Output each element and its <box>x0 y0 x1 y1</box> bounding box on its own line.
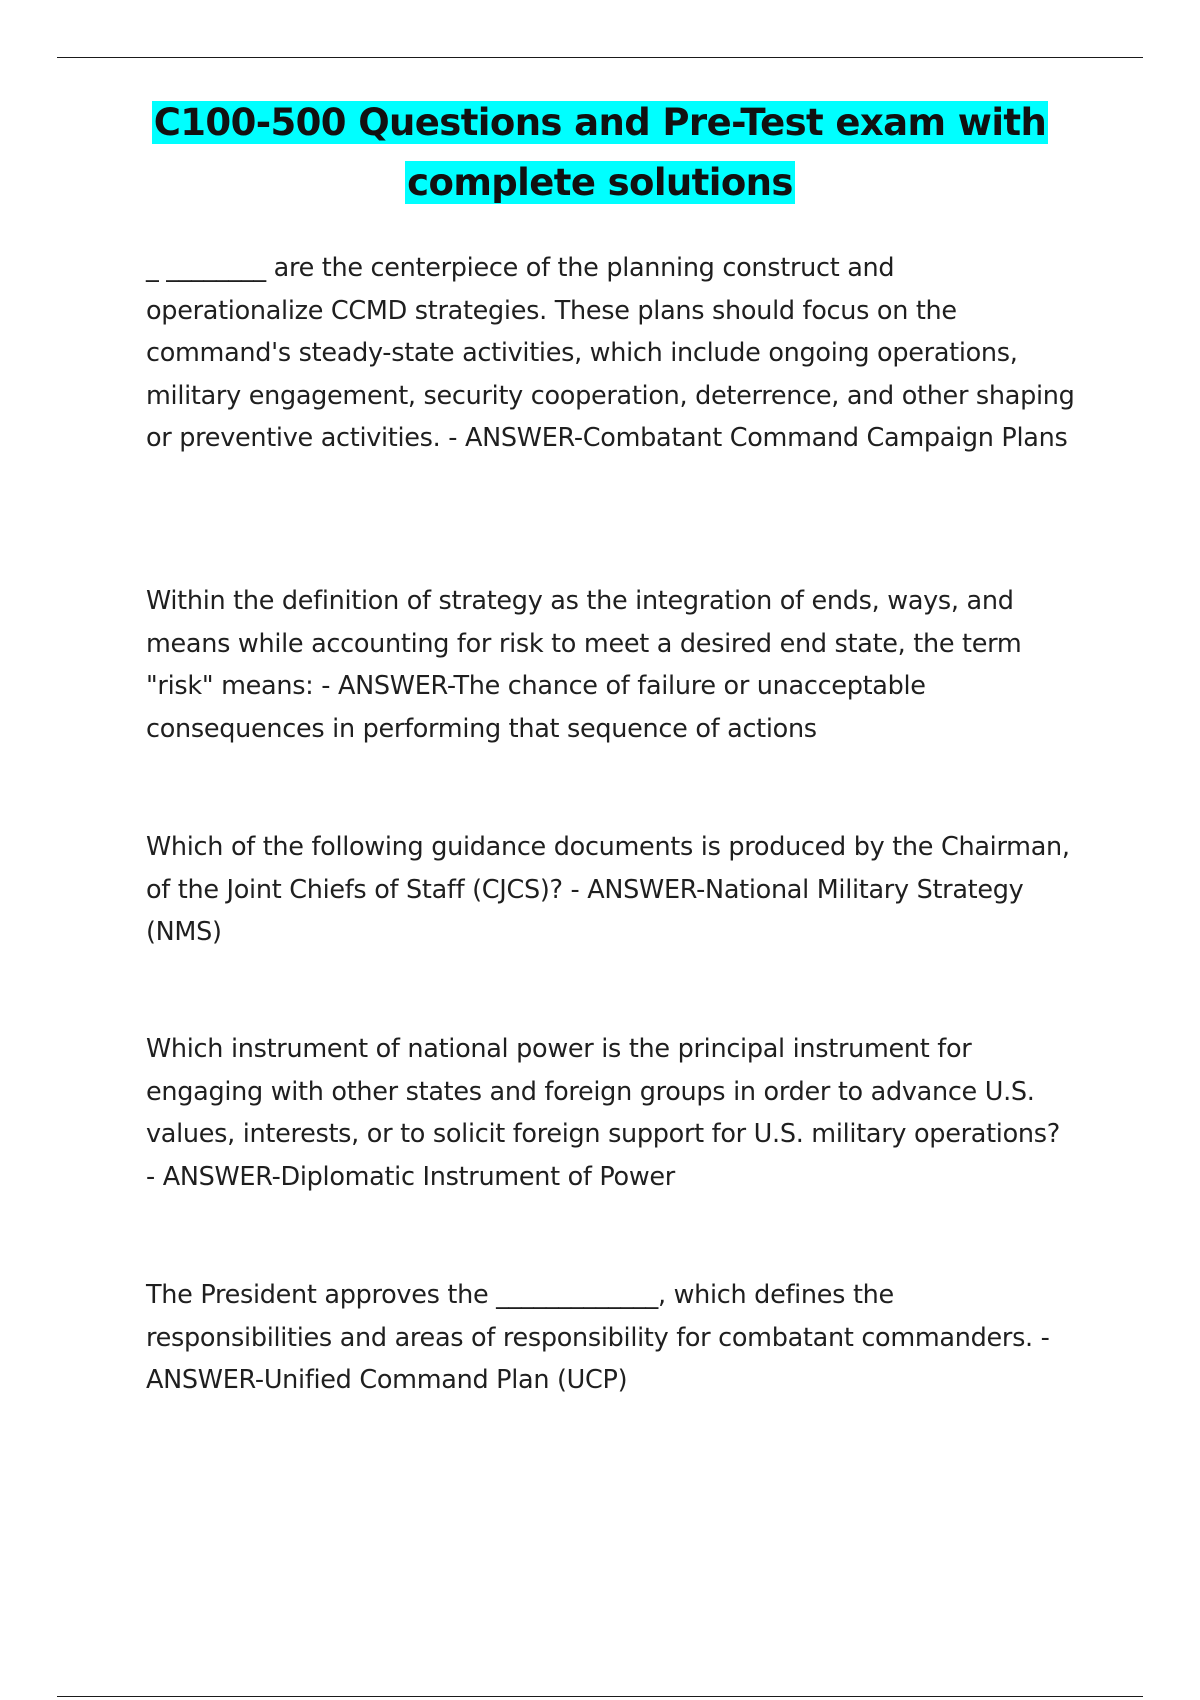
qa-item-text: Within the definition of strategy as the integration of ends, ways, and means while accounting for risk to meet a desired end state, the term "risk" means: - ANSWER-The chance of failure or unacceptable consequences in performing that sequence of actions <box>146 586 1022 744</box>
qa-item-1 <box>146 247 1076 460</box>
qa-item-text: Which instrument of national power is the principal instrument for engaging with other states and foreign groups in order to advance U.S. values, interests, or to solicit foreign support for U.S. military operations? - ANSWER-Diplomatic Instrument of Power <box>146 1034 1060 1192</box>
qa-item-5 <box>146 1274 1076 1402</box>
qa-item-2 <box>146 580 1076 750</box>
header-rule <box>57 57 1143 58</box>
qa-item-text: The President approves the _____________, which defines the responsibilities and areas of responsibility for combatant commanders. - ANSWER-Unified Command Plan (UCP) <box>146 1280 1050 1395</box>
document-title <box>100 93 1100 213</box>
qa-item-text: _ ________ are the centerpiece of the planning construct and operationalize CCMD strategies. These plans should focus on the command's steady-state activities, which include ongoing operations, military engagement, security cooperation, deterrence, and other shaping or preventive activities. - ANSWER-Combatant Command Campaign Plans <box>146 253 1075 453</box>
title-line-1: C100-500 Questions and Pre-Test exam with <box>153 100 1047 144</box>
qa-item-4 <box>146 1028 1076 1198</box>
qa-item-text: Which of the following guidance documents is produced by the Chairman, of the Joint Chiefs of Staff (CJCS)? - ANSWER-National Military Strategy (NMS) <box>146 832 1070 947</box>
title-line-2: complete solutions <box>407 160 793 204</box>
qa-item-3 <box>146 826 1076 954</box>
footer-rule <box>57 1696 1143 1697</box>
